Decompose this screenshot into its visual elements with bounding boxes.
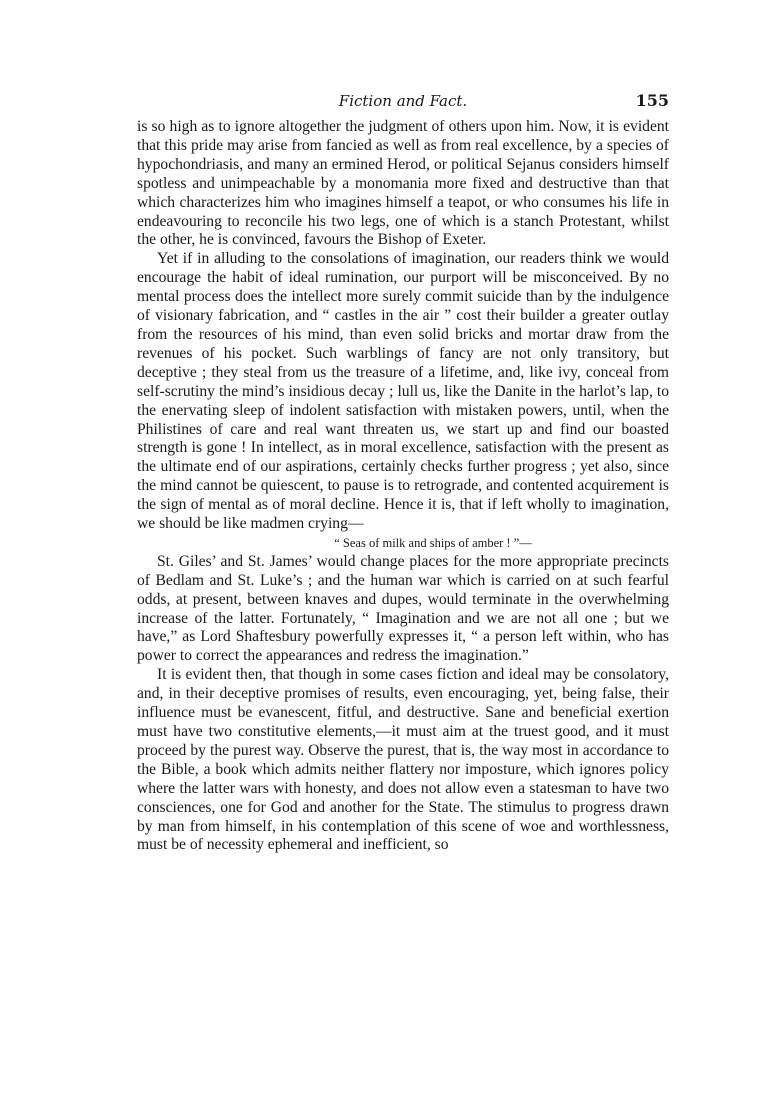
paragraph-3: St. Giles’ and St. James’ would change places for the more appropriate precincts of Bedlam and St. Luke’s ; and the human war which is carried on at such fearful odds, at present, between knaves and dupes, would terminate in the overwhelming increase of the latter. Fortunately, “ Imagination and we are not all one ; but we have,” as Lord Shaftesbury powerfully expresses it, “ a person left within, who has power to correct the appearances and redress the imagination.” [137,552,669,665]
page-header [137,86,669,112]
page-number: 155 [635,91,669,110]
paragraph-2: Yet if in alluding to the consolations of imagination, our readers think we would encourage the habit of ideal rumination, our purport will be misconceived. By no mental process does the intellect more surely commit suicide than by the indulgence of visionary fabrication, and “ castles in the air ” cost their builder a greater outlay from the resources of his mind, than even solid bricks and mortar draw from the revenues of his pocket. Such warblings of fancy are not only transitory, but deceptive ; they steal from us the treasure of a lifetime, and, like ivy, conceal from self-scrutiny the mind’s insidious decay ; lull us, like the Danite in the harlot’s lap, to the enervating sleep of indolent satisfaction with mistaken powers, until, when the Philistines of care and real want threaten us, we start up and find our boasted strength is gone ! In intellect, as in moral excellence, satisfaction with the present as the ultimate end of our aspirations, certainly checks further progress ; yet also, since the mind cannot be quiescent, to pause is to retrograde, and contented acquirement is the sign of mental as of moral decline. Hence it is, that if left wholly to imagination, we should be like madmen crying— [137,250,669,533]
block-quote: “ Seas of milk and ships of amber ! ”— [334,535,532,550]
page-body [137,118,669,855]
paragraph-1: is so high as to ignore altogether the judgment of others upon him. Now, it is evident that this pride may arise from fancied as well as from real excellence, by a species of hypochondriasis, and many an ermined Herod, or political Sejanus considers himself spotless and unimpeachable by a monomania more fixed and destructive than that which characterizes him who imagines himself a teapot, or who consumes his life in endeavouring to reconcile his two legs, one of which is a stanch Protestant, whilst the other, he is convinced, favours the Bishop of Exeter. [137,118,669,249]
book-page [137,86,669,855]
paragraph-4: It is evident then, that though in some cases fiction and ideal may be consolatory, and, in their deceptive promises of results, even encouraging, yet, being false, their influence must be evanescent, fitful, and destructive. Sane and beneficial exertion must have two constitutive elements,—it must aim at the truest good, and it must proceed by the purest way. Observe the purest, that is, the way most in accordance to the Bible, a book which admits neither flattery nor imposture, which ignores policy where the latter wars with honesty, and does not allow even a statesman to have two consciences, one for God and another for the State. The stimulus to progress drawn by man from himself, in his contemplation of this scene of woe and worthlessness, must be of necessity ephemeral and inefficient, so [137,666,669,854]
running-title: Fiction and Fact. [338,92,468,110]
